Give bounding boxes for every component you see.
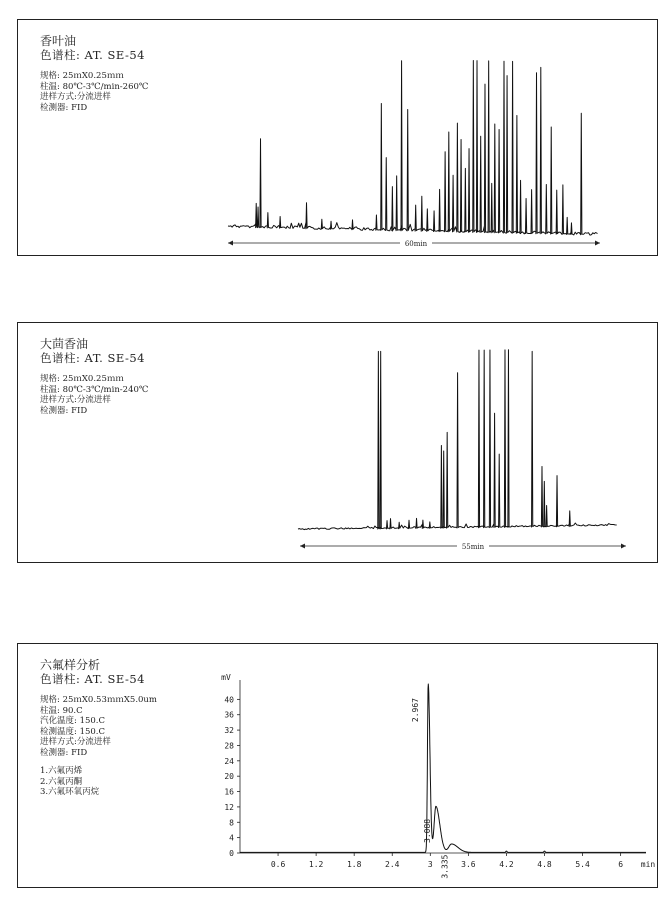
y-tick-label: 16 [224,787,234,797]
component-2: 2.六氟丙酮 [40,776,83,787]
time-label: 55min [461,543,485,551]
chromatogram-trace [228,61,598,236]
x-tick-label: 4.8 [537,860,552,869]
y-tick-label: 0 [229,849,234,858]
y-tick-label: 40 [224,695,234,705]
chromatogram-panel-3 [17,643,658,888]
y-tick-label: 4 [229,833,234,843]
y-tick-label: 12 [224,802,234,812]
panel-3-injection: 进样方式:分流进样 [40,737,111,747]
panel-2-column: 色谱柱: AT. SE-54 [40,351,146,365]
chromatogram-2 [18,323,659,564]
chromatogram-3 [18,644,659,889]
y-tick-label: 24 [224,756,234,766]
x-tick-label: 3 [427,860,433,869]
panel-1-spec: 规格: 25ｍX0.25ｍｍ [40,71,124,81]
panel-2-injection: 进样方式:分流进样 [40,395,111,405]
chromatogram-panel-1 [17,19,658,256]
y-tick-label: 36 [224,710,234,720]
panel-1-detector: 检测器: FID [40,102,88,113]
time-arrow-left [228,241,233,246]
peak-label: 3.088 [422,818,432,844]
x-tick-label: 5.4 [575,860,590,869]
time-label: 60min [404,240,428,248]
x-tick-label: 4.2 [499,860,514,869]
panel-3-spec: 规格: 25ｍX0.53ｍｍX5.0um [40,695,157,705]
peak-label: 3.335 [440,854,450,879]
time-arrow-left [300,544,305,549]
panel-1-temp: 柱温: 80℃-3℃/min-260℃ [40,81,149,92]
panel-3-detect-temp: 检测温度: 150.C [40,726,105,737]
panel-3-detector: 检测器: FID [40,747,88,758]
x-tick-label: 2.4 [385,860,400,869]
x-tick-label: 1.8 [346,860,362,869]
panel-3-title: 六氟样分析 [40,658,101,672]
panel-2-temp: 柱温: 80℃-3℃/min-240℃ [40,384,149,395]
x-tick-label: 3.6 [461,860,476,869]
peak-label: 2.967 [411,698,421,723]
y-axis-label: mV [221,673,231,682]
component-3: 3.六氟环氧丙烷 [40,787,100,797]
panel-2-detector: 检测器: FID [40,405,88,416]
y-tick-label: 28 [224,741,234,751]
x-tick-label: 0.6 [270,860,286,869]
time-arrow-right [595,241,600,246]
signal-trace [240,684,646,852]
panel-2-title: 大茴香油 [40,337,89,351]
panel-1-injection: 进样方式:分流进样 [40,92,111,102]
x-axis-label: min [640,860,656,869]
panel-2-spec: 规格: 25ｍX0.25ｍｍ [40,374,124,384]
panel-1-column: 色谱柱: AT. SE-54 [40,48,146,62]
x-tick-label: 1.2 [308,860,324,869]
panel-1-title: 香叶油 [40,34,77,48]
time-arrow-right [621,544,626,549]
y-tick-label: 32 [224,726,234,736]
panel-3-vapor-temp: 汽化温度: 150.C [40,716,105,726]
y-tick-label: 8 [229,818,234,828]
y-tick-label: 20 [224,772,234,782]
component-1: 1.六氟丙烯 [40,766,83,776]
panel-3-column: 色谱柱: AT. SE-54 [40,672,146,686]
panel-3-column-temp: 柱温: 90.C [40,705,83,716]
chromatogram-trace [298,350,617,530]
x-tick-label: 6 [618,860,624,869]
chromatogram-1 [18,20,659,257]
chromatogram-panel-2 [17,322,658,563]
